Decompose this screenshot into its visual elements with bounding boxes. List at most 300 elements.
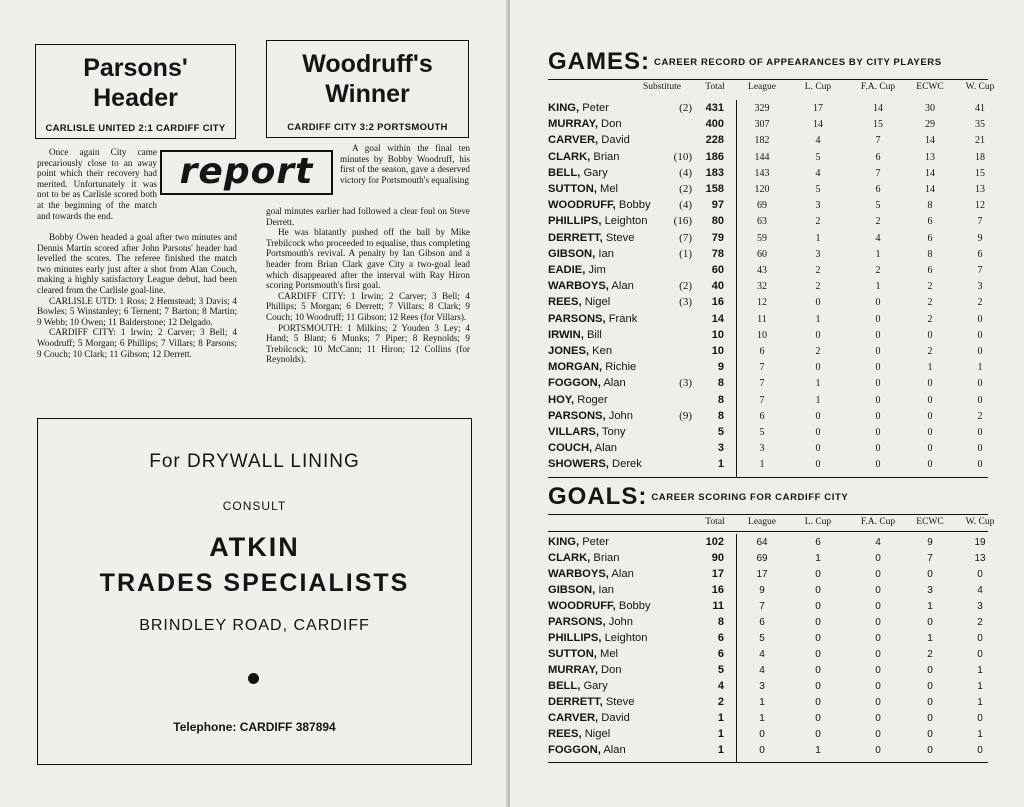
player-surname: REES, — [548, 728, 582, 740]
total-appearances: 5 — [717, 426, 724, 438]
player-name — [548, 616, 633, 628]
value-lcup: 2 — [815, 216, 821, 228]
player-firstname: Leighton — [604, 632, 648, 644]
value-league: 10 — [757, 329, 767, 341]
player-firstname: Richie — [605, 361, 637, 374]
value-facup: 6 — [875, 184, 881, 195]
value-league: 0 — [759, 729, 765, 740]
player-name — [548, 600, 651, 612]
value-league: 3 — [759, 443, 765, 455]
player-firstname: David — [601, 134, 630, 147]
total-goals: 1 — [717, 728, 724, 740]
value-league: 32 — [757, 281, 767, 293]
value-lcup: 0 — [815, 362, 821, 374]
table-divider — [736, 534, 737, 762]
value-league: 43 — [757, 265, 767, 276]
value-lcup: 0 — [815, 697, 821, 708]
total-appearances: 158 — [705, 183, 724, 195]
player-firstname: Jim — [588, 264, 606, 276]
value-facup: 0 — [875, 649, 881, 660]
value-facup: 0 — [875, 329, 881, 341]
value-wcup: 19 — [974, 537, 986, 548]
value-lcup: 0 — [815, 459, 821, 471]
player-firstname: Peter — [582, 536, 609, 548]
col-header-ecwc: ECWC — [916, 517, 944, 527]
value-facup: 0 — [875, 697, 881, 708]
report-column-right-lead — [340, 143, 470, 185]
games-top-rule — [548, 79, 988, 80]
value-facup: 0 — [875, 313, 881, 325]
substitute-count: (9) — [679, 409, 692, 422]
value-ecwc: 0 — [927, 394, 933, 406]
value-league: 307 — [754, 119, 770, 131]
player-firstname: Alan — [594, 442, 618, 455]
value-wcup: 1 — [977, 697, 983, 708]
report-paragraph: Once again City came precariously close to an away point which their recovery had merited. Unfortunately it was not to be as Carlisle scored both at the beginning of the match and towards the end. — [37, 147, 157, 221]
value-ecwc: 6 — [927, 232, 933, 244]
value-wcup: 1 — [977, 665, 983, 676]
value-league: 6 — [759, 617, 765, 628]
value-ecwc: 0 — [927, 378, 933, 390]
value-ecwc: 0 — [927, 713, 933, 724]
value-league: 120 — [754, 184, 770, 195]
player-name — [548, 264, 606, 276]
value-lcup: 6 — [815, 537, 821, 548]
player-surname: REES, — [548, 296, 582, 309]
col-header-lcup: L. Cup — [804, 517, 832, 527]
value-wcup: 3 — [977, 601, 983, 612]
value-ecwc: 7 — [927, 553, 933, 564]
value-wcup: 1 — [977, 681, 983, 692]
player-firstname: Steve — [605, 231, 635, 244]
player-firstname: Ken — [592, 345, 613, 357]
value-league: 7 — [759, 362, 765, 374]
player-name — [548, 410, 633, 422]
report-lineup: CARDIFF CITY: 1 Irwin; 2 Carver; 3 Bell; 4 Phillips; 5 Morgan; 6 Derrett; 7 Villars; 8 Clark; 9 Couch; 10 Woodruff; 11 Gibson; 12 Rees (for Villars). — [266, 290, 470, 322]
value-facup: 4 — [875, 537, 881, 548]
col-header-league: League — [748, 517, 776, 527]
total-appearances: 60 — [711, 264, 724, 276]
value-facup: 5 — [875, 200, 881, 212]
value-ecwc: 0 — [927, 443, 933, 455]
total-goals: 5 — [717, 664, 724, 676]
value-facup: 0 — [875, 681, 881, 692]
player-name — [548, 183, 618, 195]
player-surname: FOGGON, — [548, 377, 601, 390]
player-firstname: Derek — [612, 458, 642, 471]
advert-line1: For DRYWALL LINING — [149, 451, 360, 472]
value-ecwc: 0 — [927, 665, 933, 676]
player-name — [548, 167, 608, 179]
value-league: 59 — [757, 232, 767, 244]
total-goals: 6 — [717, 632, 724, 644]
total-goals: 1 — [717, 744, 724, 756]
goals-header-rule — [548, 531, 988, 532]
report-label: report — [160, 150, 333, 195]
substitute-count: (4) — [679, 199, 692, 212]
report-lineup: CARLISLE UTD: 1 Ross; 2 Hemstead; 3 Davis; 4 Bowles; 5 Winstanley; 6 Ternent; 7 Barton; 8 Martin; 9 Webb; 10 Owen; 11 Balderstone; 12 Delgado. — [37, 295, 237, 327]
value-league: 4 — [759, 649, 765, 660]
value-facup: 0 — [875, 427, 881, 438]
player-surname: FOGGON, — [548, 744, 601, 756]
value-lcup: 0 — [815, 297, 821, 309]
total-appearances: 1 — [717, 458, 724, 471]
value-league: 1 — [759, 459, 765, 471]
value-lcup: 0 — [815, 329, 821, 341]
total-appearances: 9 — [717, 361, 724, 374]
value-facup: 1 — [875, 281, 881, 293]
report-lineup: PORTSMOUTH: 1 Milkins; 2 Youden 3 Ley; 4 Hand; 5 Blant; 6 Munks; 7 Piper; 8 Reynolds; 9 Trebilcock; 10 McCann; 11 Hiron; 12 Collins (for Reynolds). — [266, 322, 470, 365]
value-league: 6 — [759, 346, 765, 357]
value-facup: 0 — [875, 729, 881, 740]
value-lcup: 1 — [815, 745, 821, 756]
player-surname: WARBOYS, — [548, 568, 609, 580]
goals-section-title — [548, 483, 848, 511]
value-facup: 7 — [875, 167, 881, 179]
value-facup: 1 — [875, 248, 881, 260]
value-facup: 14 — [873, 103, 883, 114]
player-name — [548, 394, 608, 406]
player-firstname: Nigel — [584, 296, 611, 309]
total-goals: 102 — [705, 536, 724, 548]
player-surname: EADIE, — [548, 264, 586, 276]
value-lcup: 0 — [815, 443, 821, 455]
player-name — [548, 329, 602, 341]
player-name — [548, 345, 612, 357]
report-paragraph: A goal within the final ten minutes by Bobby Woodruff, his first of the season, gave a deserved victory for Portsmouth's equalising — [340, 143, 470, 185]
value-facup: 0 — [875, 601, 881, 612]
player-surname: GIBSON, — [548, 247, 596, 260]
value-league: 4 — [759, 665, 765, 676]
player-name — [548, 552, 620, 564]
value-facup: 0 — [875, 410, 881, 422]
goals-subtitle: CAREER SCORING FOR CARDIFF CITY — [651, 492, 849, 504]
advert-company-name-2: TRADES SPECIALISTS — [99, 569, 410, 597]
player-firstname: Ian — [598, 247, 614, 260]
substitute-count: (16) — [673, 215, 692, 228]
report-paragraph: goal minutes earlier had followed a clear foul on Steve Derrett. — [266, 206, 470, 227]
value-wcup: 35 — [975, 119, 985, 131]
value-league: 17 — [756, 569, 768, 580]
player-surname: MURRAY, — [548, 118, 598, 131]
player-name — [548, 458, 642, 470]
total-appearances: 79 — [711, 231, 724, 244]
player-name — [548, 728, 610, 740]
player-surname: PHILLIPS, — [548, 215, 602, 228]
player-firstname: Gary — [583, 166, 608, 179]
value-wcup: 0 — [977, 633, 983, 644]
player-name — [548, 118, 622, 130]
player-firstname: Gary — [583, 680, 608, 692]
value-wcup: 13 — [975, 184, 985, 195]
substitute-count: (10) — [673, 150, 692, 163]
headline-title-line1: Woodruff's — [302, 50, 433, 78]
games-subtitle: CAREER RECORD OF APPEARANCES BY CITY PLAYERS — [654, 57, 942, 69]
value-league: 12 — [757, 297, 767, 309]
value-wcup: 41 — [975, 103, 985, 114]
player-surname: GIBSON, — [548, 584, 596, 596]
substitute-count: (2) — [679, 102, 692, 114]
value-lcup: 0 — [815, 649, 821, 660]
value-ecwc: 0 — [927, 729, 933, 740]
report-paragraph: He was blatantly pushed off the ball by Mike Trebilcock who proceeded to equalise, thus completing Portsmouth's revival. A penalty by Ian Gibson and a header from Brian Clark gave City a two-goal lead which disappeared after the interval with Ray Hiron scoring Portsmouth's first goal. — [266, 227, 470, 291]
player-name — [548, 151, 620, 163]
player-name — [548, 744, 626, 756]
value-lcup: 1 — [815, 378, 821, 390]
player-surname: DERRETT, — [548, 231, 603, 244]
value-wcup: 0 — [977, 713, 983, 724]
value-wcup: 0 — [977, 745, 983, 756]
value-facup: 4 — [875, 232, 881, 244]
value-ecwc: 0 — [927, 681, 933, 692]
value-wcup: 0 — [977, 329, 983, 341]
headline-title-line2: Winner — [325, 80, 410, 108]
player-name — [548, 664, 622, 676]
col-header-facup: F.A. Cup — [860, 82, 896, 92]
player-surname: DERRETT, — [548, 696, 603, 708]
player-firstname: Bill — [586, 328, 602, 341]
player-surname: WOODRUFF, — [548, 199, 616, 212]
value-lcup: 5 — [815, 151, 821, 163]
player-firstname: Alan — [603, 377, 626, 390]
value-league: 64 — [756, 537, 768, 548]
player-name — [548, 536, 609, 548]
player-surname: SUTTON, — [548, 183, 597, 195]
player-surname: CLARK, — [548, 150, 591, 163]
total-appearances: 10 — [711, 345, 724, 357]
player-surname: PARSONS, — [548, 616, 606, 628]
player-name — [548, 296, 610, 308]
player-firstname: Frank — [608, 312, 638, 325]
value-facup: 0 — [875, 394, 881, 406]
value-ecwc: 0 — [927, 617, 933, 628]
value-wcup: 2 — [977, 297, 983, 309]
col-header-ecwc: ECWC — [916, 82, 944, 92]
total-goals: 2 — [717, 696, 724, 708]
substitute-count: (1) — [679, 247, 692, 260]
col-header-total: Total — [705, 517, 725, 527]
value-facup: 0 — [875, 378, 881, 390]
value-league: 69 — [756, 553, 768, 564]
goals-title: GOALS: — [548, 483, 648, 510]
headline-box-portsmouth — [266, 40, 469, 138]
value-wcup: 18 — [975, 151, 985, 163]
value-facup: 0 — [875, 665, 881, 676]
value-lcup: 0 — [815, 585, 821, 596]
total-goals: 16 — [711, 584, 724, 596]
player-surname: CARVER, — [548, 134, 599, 147]
value-lcup: 3 — [815, 200, 821, 212]
value-lcup: 1 — [815, 553, 821, 564]
headline-score: CARDIFF CITY 3:2 PORTSMOUTH — [287, 122, 448, 133]
bullet-dot-icon — [248, 673, 259, 684]
player-firstname: Brian — [593, 552, 620, 564]
value-league: 144 — [754, 151, 770, 163]
player-surname: HOY, — [548, 393, 575, 406]
player-surname: KING, — [548, 536, 580, 548]
total-goals: 90 — [711, 552, 724, 564]
value-ecwc: 8 — [927, 248, 933, 260]
value-ecwc: 0 — [927, 569, 933, 580]
value-lcup: 0 — [815, 633, 821, 644]
player-surname: KING, — [548, 102, 580, 114]
player-surname: CLARK, — [548, 552, 591, 564]
value-ecwc: 2 — [927, 281, 933, 293]
player-firstname: Roger — [577, 393, 608, 406]
value-ecwc: 6 — [927, 265, 933, 276]
value-lcup: 0 — [815, 681, 821, 692]
table-divider — [736, 100, 737, 477]
player-surname: PHILLIPS, — [548, 632, 602, 644]
value-wcup: 9 — [977, 232, 983, 244]
player-name — [548, 377, 626, 389]
player-name — [548, 442, 617, 454]
goals-top-rule — [548, 514, 988, 515]
value-league: 7 — [759, 601, 765, 612]
value-league: 7 — [759, 378, 765, 390]
value-ecwc: 0 — [927, 459, 933, 471]
value-league: 0 — [759, 745, 765, 756]
player-name — [548, 648, 618, 660]
headline-title-line1: Parsons' — [83, 54, 188, 82]
player-name — [548, 102, 609, 114]
value-wcup: 12 — [975, 200, 985, 212]
value-league: 1 — [759, 697, 765, 708]
value-ecwc: 30 — [925, 103, 935, 114]
total-appearances: 8 — [717, 409, 724, 422]
value-lcup: 0 — [815, 410, 821, 422]
player-firstname: John — [608, 616, 633, 628]
value-lcup: 2 — [815, 265, 821, 276]
total-appearances: 183 — [705, 166, 724, 179]
report-column-left — [37, 232, 237, 359]
value-lcup: 1 — [815, 313, 821, 325]
substitute-count: (2) — [679, 183, 692, 195]
player-surname: MORGAN, — [548, 361, 603, 374]
value-lcup: 1 — [815, 394, 821, 406]
player-name — [548, 584, 614, 596]
player-firstname: Steve — [605, 696, 635, 708]
player-surname: JONES, — [548, 345, 590, 357]
value-wcup: 4 — [977, 585, 983, 596]
value-league: 9 — [759, 585, 765, 596]
col-header-total: Total — [705, 82, 725, 92]
value-league: 60 — [757, 248, 767, 260]
value-lcup: 17 — [813, 103, 823, 114]
player-surname: CARVER, — [548, 712, 599, 724]
value-lcup: 0 — [815, 617, 821, 628]
value-ecwc: 0 — [927, 697, 933, 708]
value-league: 182 — [754, 135, 770, 147]
substitute-count: (2) — [679, 280, 692, 293]
value-ecwc: 29 — [925, 119, 935, 131]
player-name — [548, 568, 634, 580]
total-appearances: 16 — [711, 296, 724, 309]
advert-box — [37, 418, 472, 765]
player-firstname: Ian — [598, 584, 614, 596]
value-ecwc: 2 — [927, 346, 933, 357]
player-name — [548, 134, 630, 146]
advert-address: BRINDLEY ROAD, CARDIFF — [139, 617, 370, 634]
value-ecwc: 2 — [927, 297, 933, 309]
total-goals: 4 — [717, 680, 724, 692]
value-ecwc: 0 — [927, 745, 933, 756]
total-appearances: 80 — [711, 215, 724, 228]
value-league: 63 — [757, 216, 767, 228]
value-league: 6 — [759, 410, 765, 422]
value-facup: 2 — [875, 265, 881, 276]
report-column-right — [266, 206, 470, 365]
player-firstname: John — [608, 409, 633, 422]
value-wcup: 0 — [977, 459, 983, 471]
value-lcup: 0 — [815, 601, 821, 612]
player-firstname: Alan — [611, 568, 634, 580]
value-ecwc: 1 — [927, 633, 933, 644]
value-lcup: 0 — [815, 665, 821, 676]
value-league: 5 — [759, 427, 765, 438]
value-wcup: 0 — [977, 378, 983, 390]
value-lcup: 3 — [815, 248, 821, 260]
value-ecwc: 3 — [927, 585, 933, 596]
value-league: 7 — [759, 394, 765, 406]
player-firstname: Alan — [611, 280, 634, 293]
value-lcup: 5 — [815, 184, 821, 195]
player-firstname: Brian — [593, 150, 620, 163]
col-header-substitute: Substitute — [642, 82, 681, 92]
player-firstname: Peter — [582, 102, 609, 114]
value-league: 69 — [757, 200, 767, 212]
player-name — [548, 426, 626, 438]
advert-line2: CONSULT — [222, 499, 287, 513]
value-lcup: 1 — [815, 232, 821, 244]
total-appearances: 97 — [711, 199, 724, 212]
value-facup: 2 — [875, 216, 881, 228]
value-wcup: 0 — [977, 569, 983, 580]
value-wcup: 0 — [977, 313, 983, 325]
total-appearances: 400 — [705, 118, 724, 131]
total-appearances: 40 — [711, 280, 724, 293]
player-surname: BELL, — [548, 166, 581, 179]
player-firstname: Tony — [601, 426, 626, 438]
advert-company-name: ATKIN — [209, 532, 300, 562]
player-firstname: Mel — [600, 183, 619, 195]
player-firstname: Alan — [603, 744, 626, 756]
total-goals: 11 — [712, 600, 724, 612]
total-appearances: 3 — [717, 442, 724, 455]
total-goals: 8 — [717, 616, 724, 628]
player-surname: SHOWERS, — [548, 458, 609, 471]
substitute-count: (7) — [679, 231, 692, 244]
player-name — [548, 248, 614, 260]
player-surname: PARSONS, — [548, 312, 606, 325]
value-wcup: 13 — [974, 553, 986, 564]
player-firstname: Bobby — [618, 600, 651, 612]
value-wcup: 15 — [975, 167, 985, 179]
value-facup: 0 — [875, 459, 881, 471]
value-wcup: 1 — [977, 362, 983, 374]
headline-box-carlisle — [35, 44, 236, 139]
substitute-count: (4) — [679, 166, 692, 179]
player-name — [548, 361, 636, 373]
value-league: 1 — [759, 713, 765, 724]
total-goals: 6 — [717, 648, 724, 660]
value-wcup: 0 — [977, 346, 983, 357]
value-ecwc: 6 — [927, 216, 933, 228]
total-appearances: 8 — [717, 393, 724, 406]
value-lcup: 2 — [815, 346, 821, 357]
value-facup: 0 — [875, 585, 881, 596]
value-facup: 0 — [875, 346, 881, 357]
